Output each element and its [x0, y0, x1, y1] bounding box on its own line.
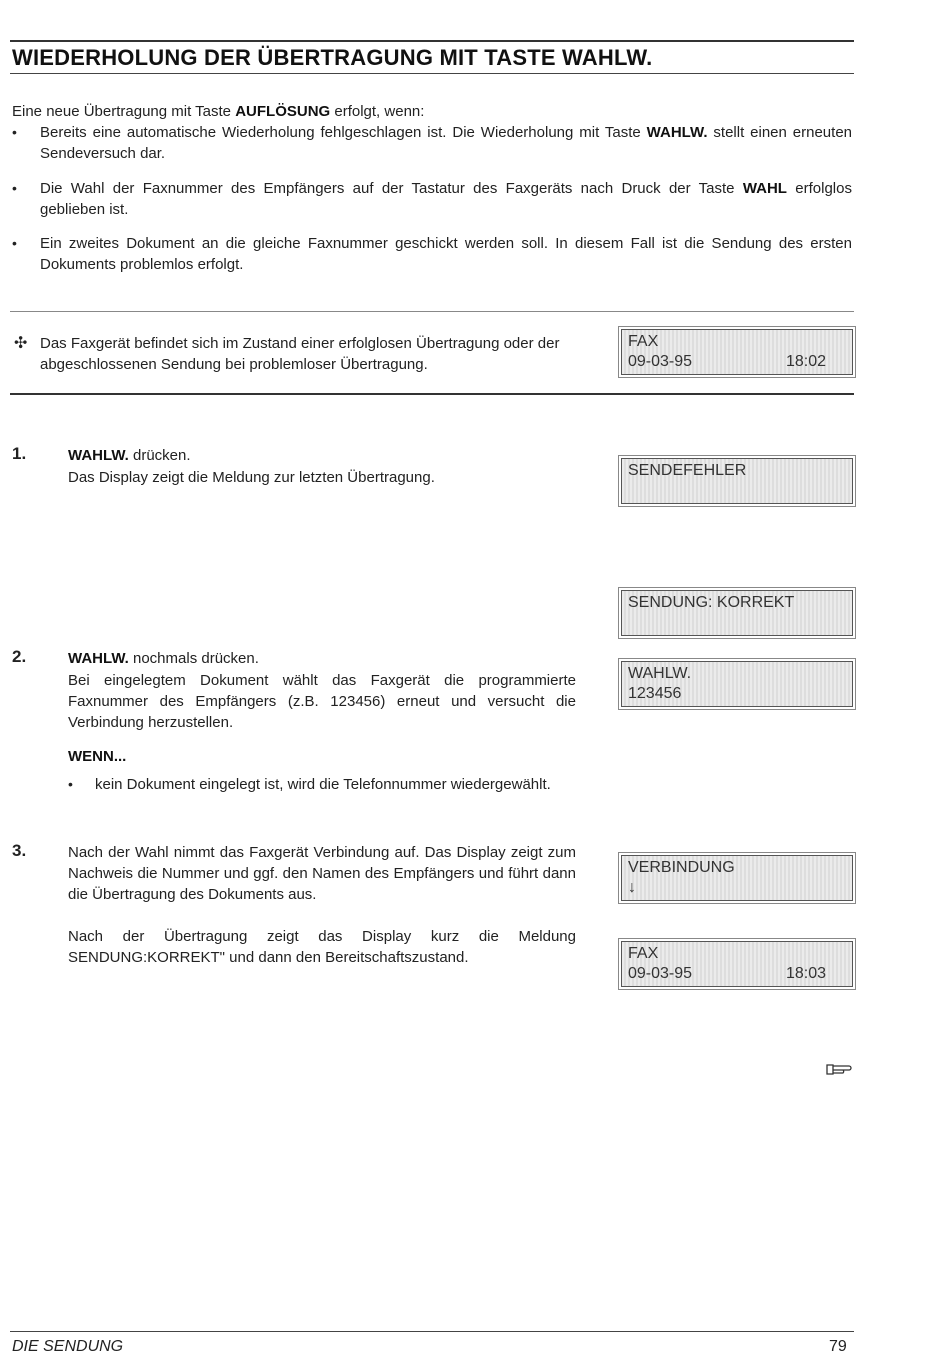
step-1-action-text: drücken. [128, 447, 191, 464]
lcd-line-1: SENDEFEHLER [628, 462, 747, 479]
step-2-action-text: nochmals drücken. [128, 650, 259, 667]
bullet-icon: • [12, 124, 17, 140]
bullet-icon: • [68, 776, 73, 792]
title-top-rule [10, 40, 854, 42]
lcd-display-step2 [621, 661, 853, 707]
bullet-1-text: Bereits eine automatische Wiederholung fehlgeschlagen ist. Die Wiederholung mit Taste [40, 124, 647, 141]
lcd-line-2 [628, 352, 846, 372]
arrow-down-icon: ↓ [628, 879, 636, 896]
intro-bullet-2 [40, 178, 852, 220]
lcd-display-step3b [621, 941, 853, 987]
lcd-display-step3a [621, 855, 853, 901]
lcd-line-1: FAX [628, 333, 659, 350]
intro-bullet-3 [40, 233, 852, 275]
lcd-line-2 [628, 481, 846, 501]
lcd-time: 18:03 [785, 965, 826, 982]
footer-section: DIE SENDUNG [12, 1338, 124, 1355]
step-3-text-2: Nach der Übertragung zeigt das Display kurz die Meldung SENDUNG:KORREKT" und dann den Bereitschaftszustand. [68, 928, 576, 966]
step-1-text: Das Display zeigt die Meldung zur letzten Übertragung. [68, 469, 435, 486]
sparkle-icon: ✣ [14, 335, 28, 352]
step-2-action [68, 648, 259, 669]
bullet-2-text-end: erfolglos geblieben ist. [40, 180, 852, 218]
bullet-1-text-end: stellt einen erneuten Sendeversuch dar. [40, 124, 852, 162]
lcd-line-1: WAHLW. [628, 665, 692, 682]
intro-text-end: erfolgt, wenn: [330, 103, 425, 120]
lcd-display-initial [621, 329, 853, 375]
lcd-line-1: VERBINDUNG [628, 859, 735, 876]
page-title: WIEDERHOLUNG DER ÜBERTRAGUNG MIT TASTE WAHLW. [12, 45, 653, 70]
lcd-line-2 [628, 964, 846, 984]
step-1-action [68, 445, 191, 466]
lcd-time: 18:02 [785, 353, 826, 370]
precondition-text: Das Faxgerät befindet sich im Zustand einer erfolglosen Übertragung oder der abgeschlossenen Sendung bei problemloser Übertragung. [40, 335, 560, 373]
step-2-text: Bei eingelegtem Dokument wählt das Faxgerät die programmierte Faxnummer des Empfängers (z.B. 123456) erneut und versucht die Verbindung herzustellen. [68, 672, 576, 731]
step-3-text-1: Nach der Wahl nimmt das Faxgerät Verbindung auf. Das Display zeigt zum Nachweis die Nummer und ggf. den Namen des Empfängers und führt dann die Übertragung des Dokuments aus. [68, 844, 576, 903]
lcd-line-2: 123456 [628, 685, 682, 702]
lcd-date: 09-03-95 [628, 353, 693, 370]
pointing-hand-icon [826, 1061, 856, 1077]
lcd-line-2 [628, 613, 846, 633]
step-1-number: 1. [12, 444, 27, 463]
step-3-number: 3. [12, 841, 27, 860]
wenn-label: WENN... [68, 748, 127, 765]
intro-bullet-1 [40, 122, 852, 164]
key-wahl: WAHL [742, 180, 787, 197]
lcd-line-1: SENDUNG: KORREKT [628, 594, 795, 611]
intro-text: Eine neue Übertragung mit Taste [12, 103, 236, 120]
wenn-bullet-text: kein Dokument eingelegt ist, wird die Telefonnummer wiedergewählt. [95, 776, 551, 793]
lcd-display-step1b [621, 590, 853, 636]
bullet-3-text: Ein zweites Dokument an die gleiche Faxnummer geschickt werden soll. In diesem Fall ist die Sendung des ersten Dokuments problemlos erfolgt. [40, 235, 852, 273]
bullet-2-text: Die Wahl der Faxnummer des Empfängers auf der Tastatur des Faxgeräts nach Druck der Taste [40, 180, 743, 197]
key-wahlw: WAHLW. [68, 650, 129, 667]
key-wahlw: WAHLW. [68, 447, 129, 464]
step-2-number: 2. [12, 647, 27, 666]
section-divider [10, 311, 854, 312]
key-wahlw: WAHLW. [646, 124, 708, 141]
bullet-icon: • [12, 180, 17, 196]
title-bottom-rule [10, 73, 854, 74]
lcd-date: 09-03-95 [628, 965, 693, 982]
section-divider [10, 393, 854, 395]
bullet-icon: • [12, 235, 17, 251]
lcd-display-step1 [621, 458, 853, 504]
lcd-line-1: FAX [628, 945, 659, 962]
footer-rule [10, 1331, 854, 1332]
intro-line [12, 101, 424, 122]
page-number: 79 [829, 1338, 847, 1355]
key-aufloesung: AUFLÖSUNG [235, 103, 331, 120]
